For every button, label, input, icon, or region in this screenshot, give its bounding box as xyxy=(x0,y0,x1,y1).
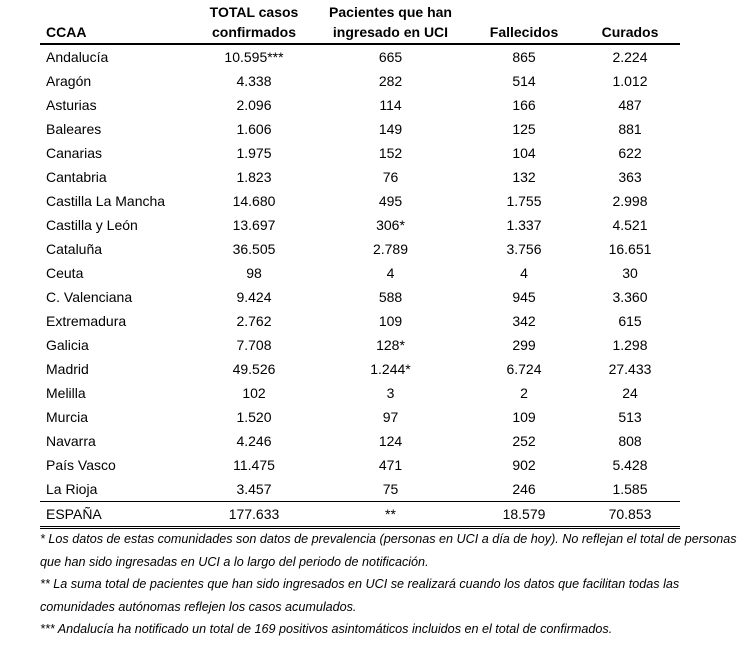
cell-total-confirmados: 2.762 xyxy=(236,313,272,329)
header-line: TOTAL casos xyxy=(209,4,299,20)
cell-total-confirmados: 2.096 xyxy=(236,97,272,113)
cell-curados: 487 xyxy=(618,97,642,113)
cell-curados: 881 xyxy=(618,121,642,137)
cell-total-confirmados: 1.520 xyxy=(236,409,272,425)
cell-ccaa: Baleares xyxy=(46,121,102,137)
cell-curados: 16.651 xyxy=(608,241,652,257)
cell-fallecidos: 246 xyxy=(512,481,536,497)
header-line: confirmados xyxy=(211,24,296,40)
table-row xyxy=(40,405,680,429)
table-row xyxy=(40,381,680,405)
table-row xyxy=(40,44,680,69)
cell-curados: 24 xyxy=(622,385,638,401)
cell-ccaa: Asturias xyxy=(46,97,97,113)
cell-fallecidos: 4 xyxy=(520,265,528,281)
total-cell-ccaa: ESPAÑA xyxy=(40,502,195,528)
total-cell-total-confirmados: 177.633 xyxy=(195,502,313,528)
covid-table-container xyxy=(40,0,680,529)
cell-ccaa: Murcia xyxy=(46,409,89,425)
cell-pacientes-uci: 1.244* xyxy=(370,361,411,377)
total-cell-pacientes-uci: ** xyxy=(313,502,468,528)
cell-fallecidos: 252 xyxy=(512,433,536,449)
cell-fallecidos: 132 xyxy=(512,169,536,185)
cell-pacientes-uci: 114 xyxy=(379,97,402,113)
cell-total-confirmados: 10.595*** xyxy=(224,49,284,65)
cell-total-confirmados: 7.708 xyxy=(236,337,272,353)
footnotes xyxy=(40,528,740,641)
header-line: Curados xyxy=(601,24,659,40)
cell-fallecidos: 1.337 xyxy=(506,217,542,233)
cell-fallecidos: 2 xyxy=(520,385,528,401)
cell-total-confirmados: 14.680 xyxy=(232,193,276,209)
table-row xyxy=(40,141,680,165)
total-cell-curados: 70.853 xyxy=(580,502,680,528)
cell-curados: 1.585 xyxy=(612,481,648,497)
cell-curados: 2.998 xyxy=(612,193,648,209)
table-row xyxy=(40,429,680,453)
cell-total-confirmados: 1.975 xyxy=(236,145,272,161)
cell-total-confirmados: 36.505 xyxy=(232,241,276,257)
cell-ccaa: La Rioja xyxy=(46,481,98,497)
cell-ccaa: Madrid xyxy=(46,361,89,377)
cell-fallecidos: 104 xyxy=(512,145,536,161)
cell-ccaa: Galicia xyxy=(46,337,89,353)
cell-ccaa: Cataluña xyxy=(46,241,103,257)
cell-total-confirmados: 3.457 xyxy=(236,481,272,497)
ccaa-data-table xyxy=(40,0,680,529)
cell-ccaa: Andalucía xyxy=(46,49,109,65)
footnote-3: *** Andalucía ha notificado un total de 169 positivos asintomáticos incluidos en el total de confirmados. xyxy=(40,622,613,637)
cell-ccaa: C. Valenciana xyxy=(46,289,133,305)
cell-pacientes-uci: 149 xyxy=(378,121,403,137)
table-row xyxy=(40,333,680,357)
cell-fallecidos: 1.755 xyxy=(506,193,542,209)
cell-curados: 4.521 xyxy=(612,217,648,233)
cell-ccaa: Cantabria xyxy=(46,169,107,185)
cell-curados: 30 xyxy=(622,265,638,281)
cell-pacientes-uci: 75 xyxy=(382,481,399,497)
cell-curados: 3.360 xyxy=(612,289,648,305)
cell-pacientes-uci: 282 xyxy=(378,73,403,89)
cell-pacientes-uci: 4 xyxy=(386,265,395,281)
cell-pacientes-uci: 495 xyxy=(378,193,403,209)
table-row xyxy=(40,93,680,117)
cell-ccaa: Melilla xyxy=(46,385,86,401)
cell-fallecidos: 166 xyxy=(512,97,536,113)
cell-curados: 5.428 xyxy=(612,457,648,473)
cell-fallecidos: 514 xyxy=(512,73,536,89)
cell-pacientes-uci: 124 xyxy=(378,433,403,449)
cell-pacientes-uci: 3 xyxy=(386,385,395,401)
table-row xyxy=(40,117,680,141)
cell-ccaa: Castilla La Mancha xyxy=(46,193,166,209)
cell-fallecidos: 125 xyxy=(512,121,536,137)
cell-pacientes-uci: 109 xyxy=(378,313,403,329)
cell-fallecidos: 342 xyxy=(512,313,536,329)
table-row xyxy=(40,69,680,93)
header-fallecidos xyxy=(468,0,580,44)
table-row xyxy=(40,309,680,333)
cell-total-confirmados: 11.475 xyxy=(233,457,275,473)
cell-curados: 2.224 xyxy=(612,49,648,65)
cell-curados: 363 xyxy=(618,169,642,185)
table-row xyxy=(40,261,680,285)
cell-pacientes-uci: 76 xyxy=(382,169,399,185)
cell-fallecidos: 902 xyxy=(512,457,536,473)
cell-pacientes-uci: 306* xyxy=(376,217,405,233)
header-ccaa xyxy=(40,0,195,44)
cell-fallecidos: 299 xyxy=(512,337,536,353)
total-cell-fallecidos: 18.579 xyxy=(468,502,580,528)
cell-total-confirmados: 98 xyxy=(246,265,262,281)
cell-ccaa: Castilla y León xyxy=(46,217,138,233)
cell-curados: 622 xyxy=(618,145,642,161)
cell-total-confirmados: 1.823 xyxy=(236,169,272,185)
cell-pacientes-uci: 97 xyxy=(382,409,399,425)
cell-curados: 513 xyxy=(618,409,642,425)
cell-pacientes-uci: 152 xyxy=(378,145,403,161)
cell-fallecidos: 865 xyxy=(512,49,536,65)
cell-total-confirmados: 102 xyxy=(242,385,266,401)
table-row xyxy=(40,189,680,213)
header-line: CCAA xyxy=(46,24,87,40)
cell-total-confirmados: 49.526 xyxy=(232,361,276,377)
header-pacientes-uci xyxy=(313,0,468,44)
cell-ccaa: Canarias xyxy=(46,145,103,161)
header-total-confirmados xyxy=(195,0,313,44)
table-body xyxy=(40,44,680,502)
footnote-1: * Los datos de estas comunidades son datos de prevalencia (personas en UCI a día de hoy). No reflejan el total de personas que han sido ingresadas en UCI a lo largo del periodo de notificación. xyxy=(40,532,737,569)
cell-fallecidos: 109 xyxy=(512,409,536,425)
cell-ccaa: País Vasco xyxy=(46,457,116,473)
cell-curados: 27.433 xyxy=(608,361,652,377)
cell-ccaa: Extremadura xyxy=(46,313,127,329)
table-total-row xyxy=(40,502,680,528)
cell-curados: 615 xyxy=(618,313,642,329)
cell-ccaa: Ceuta xyxy=(46,265,84,281)
header-line: ingresado en UCI xyxy=(332,24,449,40)
cell-pacientes-uci: 471 xyxy=(378,457,403,473)
cell-total-confirmados: 4.246 xyxy=(236,433,272,449)
cell-total-confirmados: 1.606 xyxy=(236,121,272,137)
table-row xyxy=(40,285,680,309)
cell-ccaa: Navarra xyxy=(46,433,96,449)
cell-ccaa: Aragón xyxy=(46,73,92,89)
cell-fallecidos: 945 xyxy=(512,289,536,305)
cell-fallecidos: 6.724 xyxy=(506,361,542,377)
cell-curados: 808 xyxy=(618,433,642,449)
table-row xyxy=(40,357,680,381)
table-row xyxy=(40,165,680,189)
cell-curados: 1.298 xyxy=(612,337,648,353)
cell-pacientes-uci: 588 xyxy=(378,289,403,305)
table-row xyxy=(40,453,680,477)
table-row xyxy=(40,213,680,237)
table-row xyxy=(40,237,680,261)
header-curados xyxy=(580,0,680,44)
cell-fallecidos: 3.756 xyxy=(506,241,542,257)
header-line: Fallecidos xyxy=(489,24,559,40)
footnote-2: ** La suma total de pacientes que han sido ingresados en UCI se realizará cuando los datos que facilitan todas las comunidades autónomas reflejen los casos acumulados. xyxy=(40,577,680,614)
cell-total-confirmados: 9.424 xyxy=(236,289,272,305)
cell-total-confirmados: 13.697 xyxy=(232,217,276,233)
cell-pacientes-uci: 128* xyxy=(376,337,405,353)
table-row xyxy=(40,477,680,502)
cell-pacientes-uci: 2.789 xyxy=(372,241,409,257)
table-header-row xyxy=(40,0,680,44)
cell-curados: 1.012 xyxy=(612,73,648,89)
cell-pacientes-uci: 665 xyxy=(378,49,403,65)
cell-total-confirmados: 4.338 xyxy=(236,73,272,89)
header-line: Pacientes que han xyxy=(329,4,452,20)
